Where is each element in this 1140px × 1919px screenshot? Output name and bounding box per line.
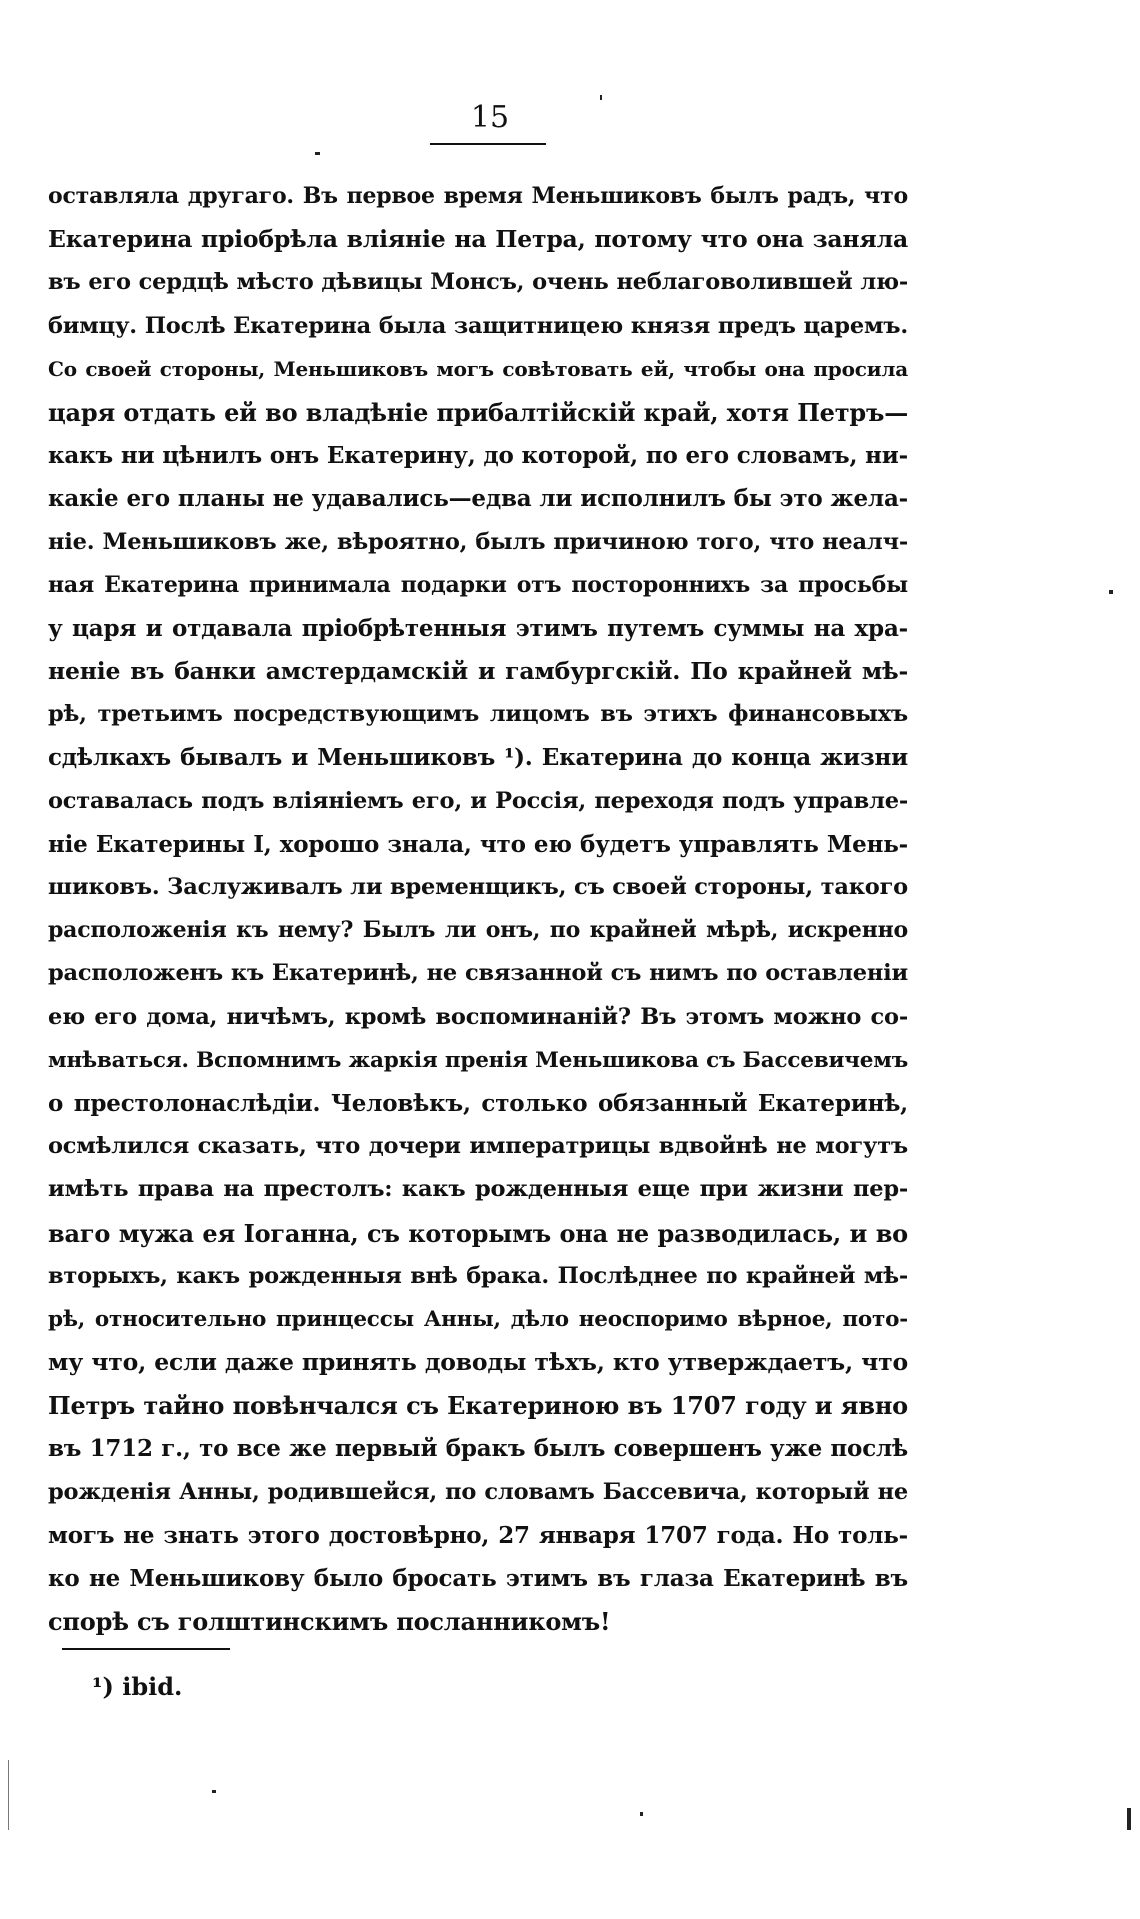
scan-speck xyxy=(212,1790,216,1793)
scan-speck xyxy=(640,1812,643,1816)
scan-speck xyxy=(1109,590,1113,594)
text-line-last: спорѣ съ голштинскимъ посланникомъ! xyxy=(48,1607,611,1637)
text-line: имѣть права на престолъ: какъ рожденныя еще при жизни пер- xyxy=(48,1176,908,1203)
text-line: ею его дома, ничѣмъ, кромѣ воспоминаній? Въ этомъ можно со- xyxy=(48,1003,908,1030)
text-line: ніе Екатерины I, хорошо знала, что ею будетъ управлять Мень- xyxy=(48,830,908,858)
footnote-rule xyxy=(62,1648,230,1650)
page-number-rule xyxy=(430,143,546,145)
text-line: неніе въ банки амстердамскій и гамбургскій. По крайней мѣ- xyxy=(48,657,908,686)
text-line: оставляла другаго. Въ первое время Меньшиковъ былъ радъ, что xyxy=(48,183,908,209)
text-line: Екатерина пріобрѣла вліяніе на Петра, потому что она заняла xyxy=(48,225,908,254)
text-line: ко не Меньшикову было бросать этимъ въ глаза Екатеринѣ въ xyxy=(48,1565,908,1592)
text-line: рѣ, относительно принцессы Анны, дѣло неоспоримо вѣрное, пото- xyxy=(48,1306,908,1332)
text-line: ная Екатерина принимала подарки отъ постороннихъ за просьбы xyxy=(48,571,908,598)
text-line: могъ не знать этого достовѣрно, 27 января 1707 года. Но толь- xyxy=(48,1521,908,1549)
footnote-marker: ¹) xyxy=(92,1672,114,1701)
scan-speck xyxy=(8,1760,9,1830)
text-line: осмѣлился сказать, что дочери императрицы вдвойнѣ не могутъ xyxy=(48,1133,908,1160)
scan-speck xyxy=(1127,1808,1131,1830)
footnote-text: ibid. xyxy=(122,1672,183,1701)
text-line: въ 1712 г., то все же первый бракъ былъ совершенъ уже послѣ xyxy=(48,1435,908,1463)
text-line: бимцу. Послѣ Екатерина была защитницею князя предъ царемъ. xyxy=(48,312,908,339)
text-line: мнѣваться. Вспомнимъ жаркія пренія Меньшикова съ Бассевичемъ xyxy=(48,1047,908,1073)
footnote xyxy=(92,1672,182,1702)
body-text xyxy=(48,175,908,1643)
text-line: какіе его планы не удавались—едва ли исполнилъ бы это жела- xyxy=(48,485,908,513)
text-line: у царя и отдавала пріобрѣтенныя этимъ путемъ суммы на хра- xyxy=(48,614,908,642)
text-line: въ его сердцѣ мѣсто дѣвицы Монсъ, очень неблаговолившей лю- xyxy=(48,269,908,296)
text-line: рожденія Анны, родившейся, по словамъ Бассевича, который не xyxy=(48,1478,908,1505)
text-line: расположенъ къ Екатеринѣ, не связанной съ нимъ по оставленіи xyxy=(48,960,908,987)
text-line: Петръ тайно повѣнчался съ Екатериною въ 1707 году и явно xyxy=(48,1391,908,1421)
page-number: 15 xyxy=(470,100,510,135)
text-line: му что, если даже принять доводы тѣхъ, кто утверждаетъ, что xyxy=(48,1348,908,1377)
text-line: какъ ни цѣнилъ онъ Екатерину, до которой, по его словамъ, ни- xyxy=(48,442,908,470)
text-line: Со своей стороны, Меньшиковъ могъ совѣтовать ей, чтобы она просила xyxy=(48,356,908,381)
text-line: вторыхъ, какъ рожденныя внѣ брака. Послѣднее по крайней мѣ- xyxy=(48,1262,908,1289)
text-line: оставалась подъ вліяніемъ его, и Россія, переходя подъ управле- xyxy=(48,787,908,814)
text-line: сдѣлкахъ бывалъ и Меньшиковъ ¹). Екатерина до конца жизни xyxy=(48,744,908,772)
text-line: расположенія къ нему? Былъ ли онъ, по крайней мѣрѣ, искренно xyxy=(48,917,908,944)
text-line: ніе. Меньшиковъ же, вѣроятно, былъ причиною того, что неалч- xyxy=(48,528,908,555)
text-line: о престолонаслѣдіи. Человѣкъ, столько обязанный Екатеринѣ, xyxy=(48,1089,908,1117)
text-line: рѣ, третьимъ посредствующимъ лицомъ въ этихъ финансовыхъ xyxy=(48,701,908,728)
scan-speck xyxy=(600,95,602,100)
text-line: шиковъ. Заслуживалъ ли временщикъ, съ своей стороны, такого xyxy=(48,874,908,900)
scan-speck xyxy=(315,152,320,155)
text-line: царя отдать ей во владѣніе прибалтійскій край, хотя Петръ— xyxy=(48,397,908,427)
text-line: ваго мужа ея Іоганна, съ которымъ она не разводилась, и во xyxy=(48,1218,908,1248)
